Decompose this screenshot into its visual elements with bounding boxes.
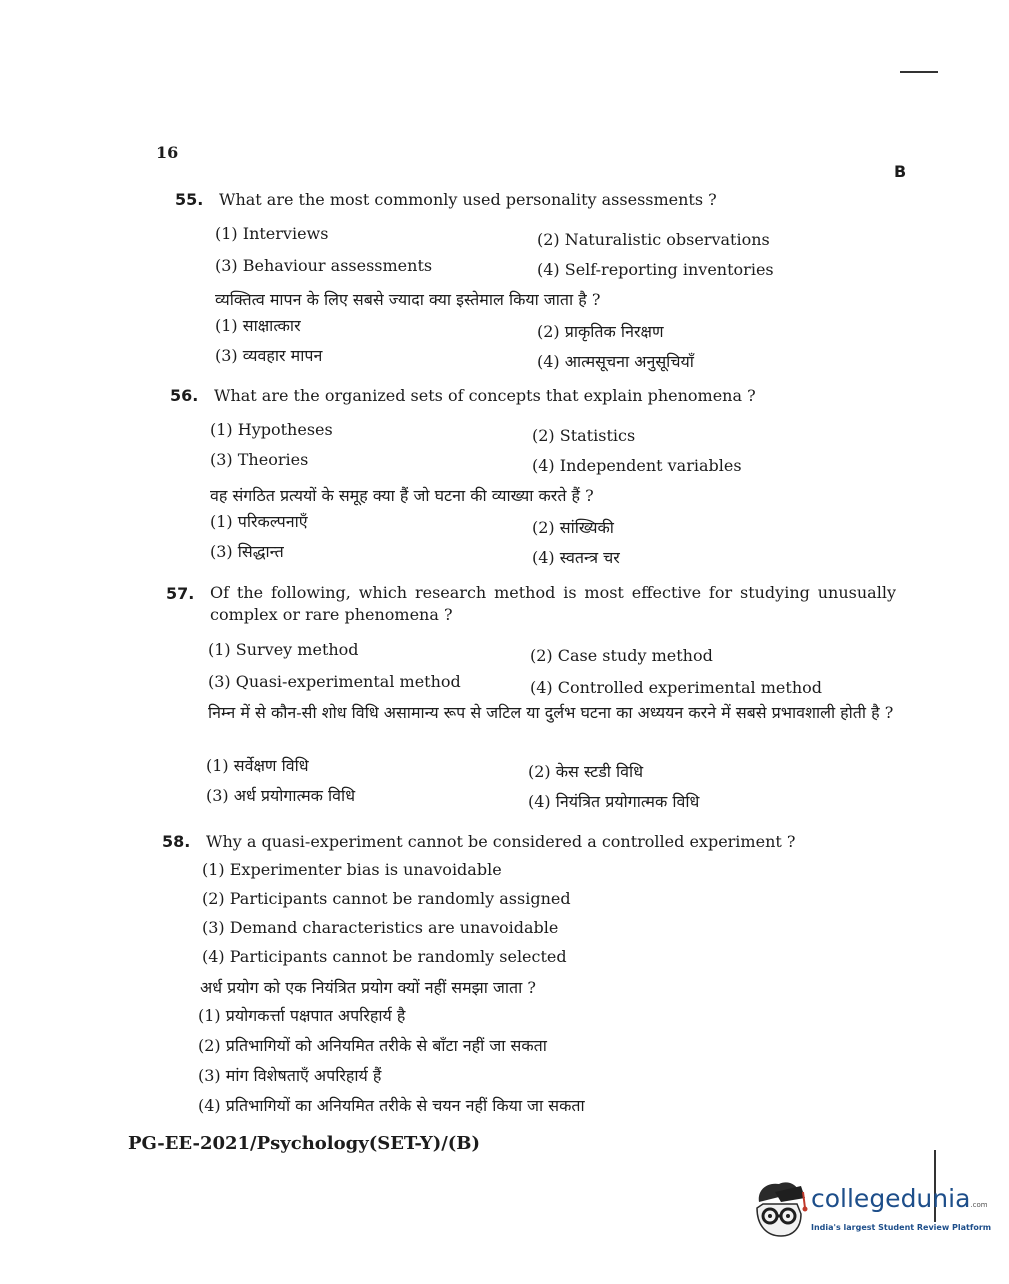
option-en-3: (3) Theories bbox=[210, 450, 309, 469]
question-number: 57. bbox=[166, 584, 195, 603]
logo-wordmark bbox=[811, 1184, 988, 1213]
option-en-1: (1) Experimenter bias is unavoidable bbox=[202, 860, 502, 879]
option-en-2: (2) Statistics bbox=[532, 426, 636, 445]
option-en-1: (1) Survey method bbox=[208, 640, 359, 659]
exam-code-footer: PG-EE-2021/Psychology(SET-Y)/(B) bbox=[128, 1133, 481, 1154]
option-hi-4: (4) प्रतिभागियों का अनियमित तरीके से चयन नहीं किया जा सकता bbox=[198, 1096, 585, 1115]
option-en-4: (4) Participants cannot be randomly selected bbox=[202, 947, 567, 966]
option-en-2: (2) Case study method bbox=[530, 646, 713, 665]
option-hi-2: (2) केस स्टडी विधि bbox=[528, 762, 644, 781]
question-text-hi: अर्ध प्रयोग को एक नियंत्रित प्रयोग क्यों नहीं समझा जाता ? bbox=[200, 978, 536, 997]
page-number: 16 bbox=[156, 143, 179, 162]
scan-mark bbox=[900, 71, 938, 73]
question-text-en: What are the most commonly used personality assessments ? bbox=[219, 190, 717, 209]
option-hi-3: (3) सिद्धान्त bbox=[210, 542, 284, 561]
option-hi-1: (1) साक्षात्कार bbox=[215, 316, 301, 335]
question-text-en: Of the following, which research method is most effective for studying unusually complex or rare phenomena ? bbox=[210, 583, 896, 624]
option-hi-1: (1) सर्वेक्षण विधि bbox=[206, 756, 309, 775]
question-56 bbox=[170, 386, 895, 576]
option-hi-4: (4) आत्मसूचना अनुसूचियाँ bbox=[537, 352, 694, 371]
option-en-1: (1) Interviews bbox=[215, 224, 329, 243]
question-text-en: What are the organized sets of concepts that explain phenomena ? bbox=[214, 386, 756, 405]
option-en-3: (3) Demand characteristics are unavoidable bbox=[202, 918, 559, 937]
mascot-icon bbox=[753, 1178, 809, 1240]
question-number: 56. bbox=[170, 386, 199, 405]
option-en-4: (4) Self-reporting inventories bbox=[537, 260, 774, 279]
option-en-2: (2) Participants cannot be randomly assigned bbox=[202, 889, 571, 908]
option-en-2: (2) Naturalistic observations bbox=[537, 230, 770, 249]
logo-tagline: India's largest Student Review Platform bbox=[811, 1223, 992, 1232]
option-hi-4: (4) नियंत्रित प्रयोगात्मक विधि bbox=[528, 792, 700, 811]
question-text-hi: निम्न में से कौन-सी शोध विधि असामान्य रूप से जटिल या दुर्लभ घटना का अध्ययन करने में सबसे प्रभावशाली होती है ? bbox=[208, 703, 894, 722]
option-hi-3: (3) व्यवहार मापन bbox=[215, 346, 323, 365]
question-57 bbox=[166, 584, 896, 814]
logo-name: collegedunia bbox=[811, 1184, 971, 1213]
option-hi-1: (1) परिकल्पनाएँ bbox=[210, 512, 308, 531]
question-text-hi: व्यक्तित्व मापन के लिए सबसे ज्यादा क्या इस्तेमाल किया जाता है ? bbox=[215, 290, 601, 309]
option-hi-2: (2) प्राकृतिक निरक्षण bbox=[537, 322, 664, 341]
option-hi-3: (3) अर्ध प्रयोगात्मक विधि bbox=[206, 786, 356, 805]
option-hi-1: (1) प्रयोगकर्त्ता पक्षपात अपरिहार्य है bbox=[198, 1006, 406, 1025]
option-hi-3: (3) मांग विशेषताएँ अपरिहार्य हैं bbox=[198, 1066, 382, 1085]
question-text-hi: वह संगठित प्रत्ययों के समूह क्या हैं जो घटना की व्याख्या करते हैं ? bbox=[210, 486, 594, 505]
set-letter: B bbox=[894, 162, 907, 181]
option-hi-4: (4) स्वतन्त्र चर bbox=[532, 548, 620, 567]
option-en-4: (4) Controlled experimental method bbox=[530, 678, 823, 697]
question-text-en: Why a quasi-experiment cannot be considered a controlled experiment ? bbox=[206, 832, 796, 851]
question-55 bbox=[175, 190, 895, 380]
question-58 bbox=[162, 832, 892, 1122]
option-en-1: (1) Hypotheses bbox=[210, 420, 333, 439]
option-hi-2: (2) सांख्यिकी bbox=[532, 518, 614, 537]
option-en-3: (3) Quasi-experimental method bbox=[208, 672, 461, 691]
option-en-4: (4) Independent variables bbox=[532, 456, 742, 475]
logo-dotcom: .com bbox=[970, 1201, 988, 1209]
option-en-3: (3) Behaviour assessments bbox=[215, 256, 433, 275]
question-number: 58. bbox=[162, 832, 191, 851]
question-number: 55. bbox=[175, 190, 204, 209]
option-hi-2: (2) प्रतिभागियों को अनियमित तरीके से बाँटा नहीं जा सकता bbox=[198, 1036, 547, 1055]
collegedunia-logo bbox=[753, 1178, 992, 1248]
